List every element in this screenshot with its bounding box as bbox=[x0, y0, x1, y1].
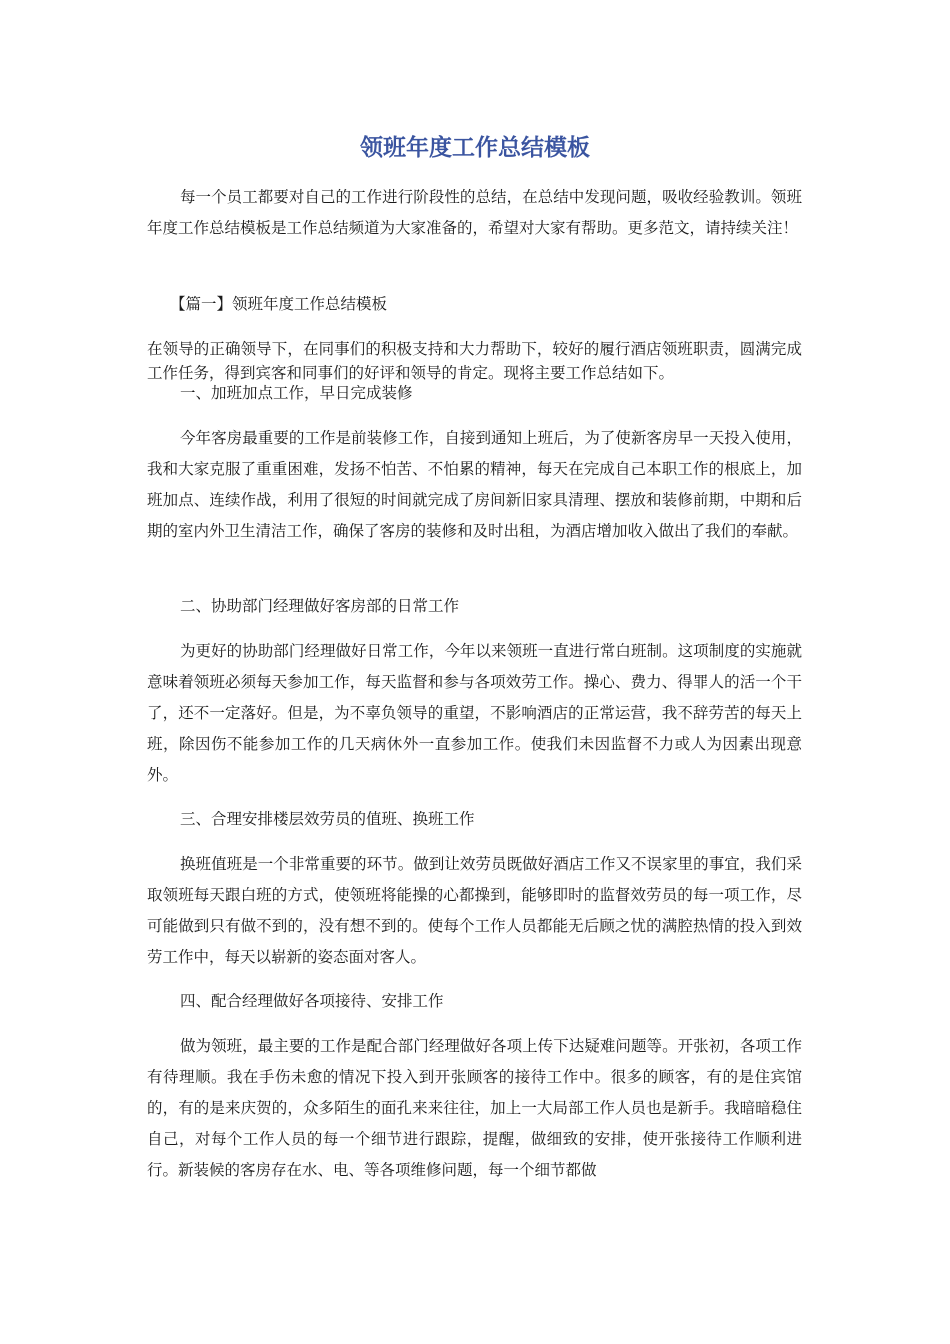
section-heading: 三、合理安排楼层效劳员的值班、换班工作 bbox=[180, 810, 475, 828]
section-body: 为更好的协助部门经理做好日常工作，今年以来领班一直进行常白班制。这项制度的实施就意味着领班必须每天参加工作，每天监督和参与各项效劳工作。操心、费力、得罪人的活一个干了，还不一定落好。但是，为不辜负领导的重望，不影响酒店的正常运营，我不辞劳苦的每天上班，除因伤不能参加工作的几天病休外一直参加工作。使我们未因监督不力或人为因素出现意外。 bbox=[147, 642, 802, 784]
part-heading: 【篇一】领班年度工作总结模板 bbox=[170, 295, 388, 313]
section-body: 换班值班是一个非常重要的环节。做到让效劳员既做好酒店工作又不误家里的事宜，我们采取领班每天跟白班的方式，使领班将能操的心都操到，能够即时的监督效劳员的每一项工作，尽可能做到只有做不到的，没有想不到的。使每个工作人员都能无后顾之忧的满腔热情的投入到效劳工作中，每天以崭新的姿态面对客人。 bbox=[147, 855, 802, 966]
section-heading: 一、加班加点工作，早日完成装修 bbox=[180, 384, 413, 402]
section-body: 做为领班，最主要的工作是配合部门经理做好各项上传下达疑难问题等。开张初，各项工作有待理顺。我在手伤未愈的情况下投入到开张顾客的接待工作中。很多的顾客，有的是住宾馆的，有的是来庆贺的，众多陌生的面孔来来往往，加上一大局部工作人员也是新手。我暗暗稳住自己，对每个工作人员的每一个细节进行跟踪，提醒，做细致的安排，使开张接待工作顺利进行。新装候的客房存在水、电、等各项维修问题，每一个细节都做 bbox=[147, 1037, 802, 1179]
document-title: 领班年度工作总结模板 bbox=[360, 135, 590, 161]
opening-paragraph: 在领导的正确领导下，在同事们的积极支持和大力帮助下，较好的履行酒店领班职责，圆满完成工作任务，得到宾客和同事们的好评和领导的肯定。现将主要工作总结如下。 bbox=[147, 340, 802, 382]
section-body: 今年客房最重要的工作是前装修工作，自接到通知上班后，为了使新客房早一天投入使用，我和大家克服了重重困难，发扬不怕苦、不怕累的精神，每天在完成自己本职工作的根底上，加班加点、连续作战，利用了很短的时间就完成了房间新旧家具清理、摆放和装修前期，中期和后期的室内外卫生清洁工作，确保了客房的装修和及时出租，为酒店增加收入做出了我们的奉献。 bbox=[147, 429, 802, 540]
section-heading: 二、协助部门经理做好客房部的日常工作 bbox=[180, 597, 460, 615]
intro-paragraph: 每一个员工都要对自己的工作进行阶段性的总结，在总结中发现问题，吸收经验教训。领班年度工作总结模板是工作总结频道为大家准备的，希望对大家有帮助。更多范文，请持续关注！ bbox=[147, 188, 802, 237]
section-heading: 四、配合经理做好各项接待、安排工作 bbox=[180, 992, 444, 1010]
